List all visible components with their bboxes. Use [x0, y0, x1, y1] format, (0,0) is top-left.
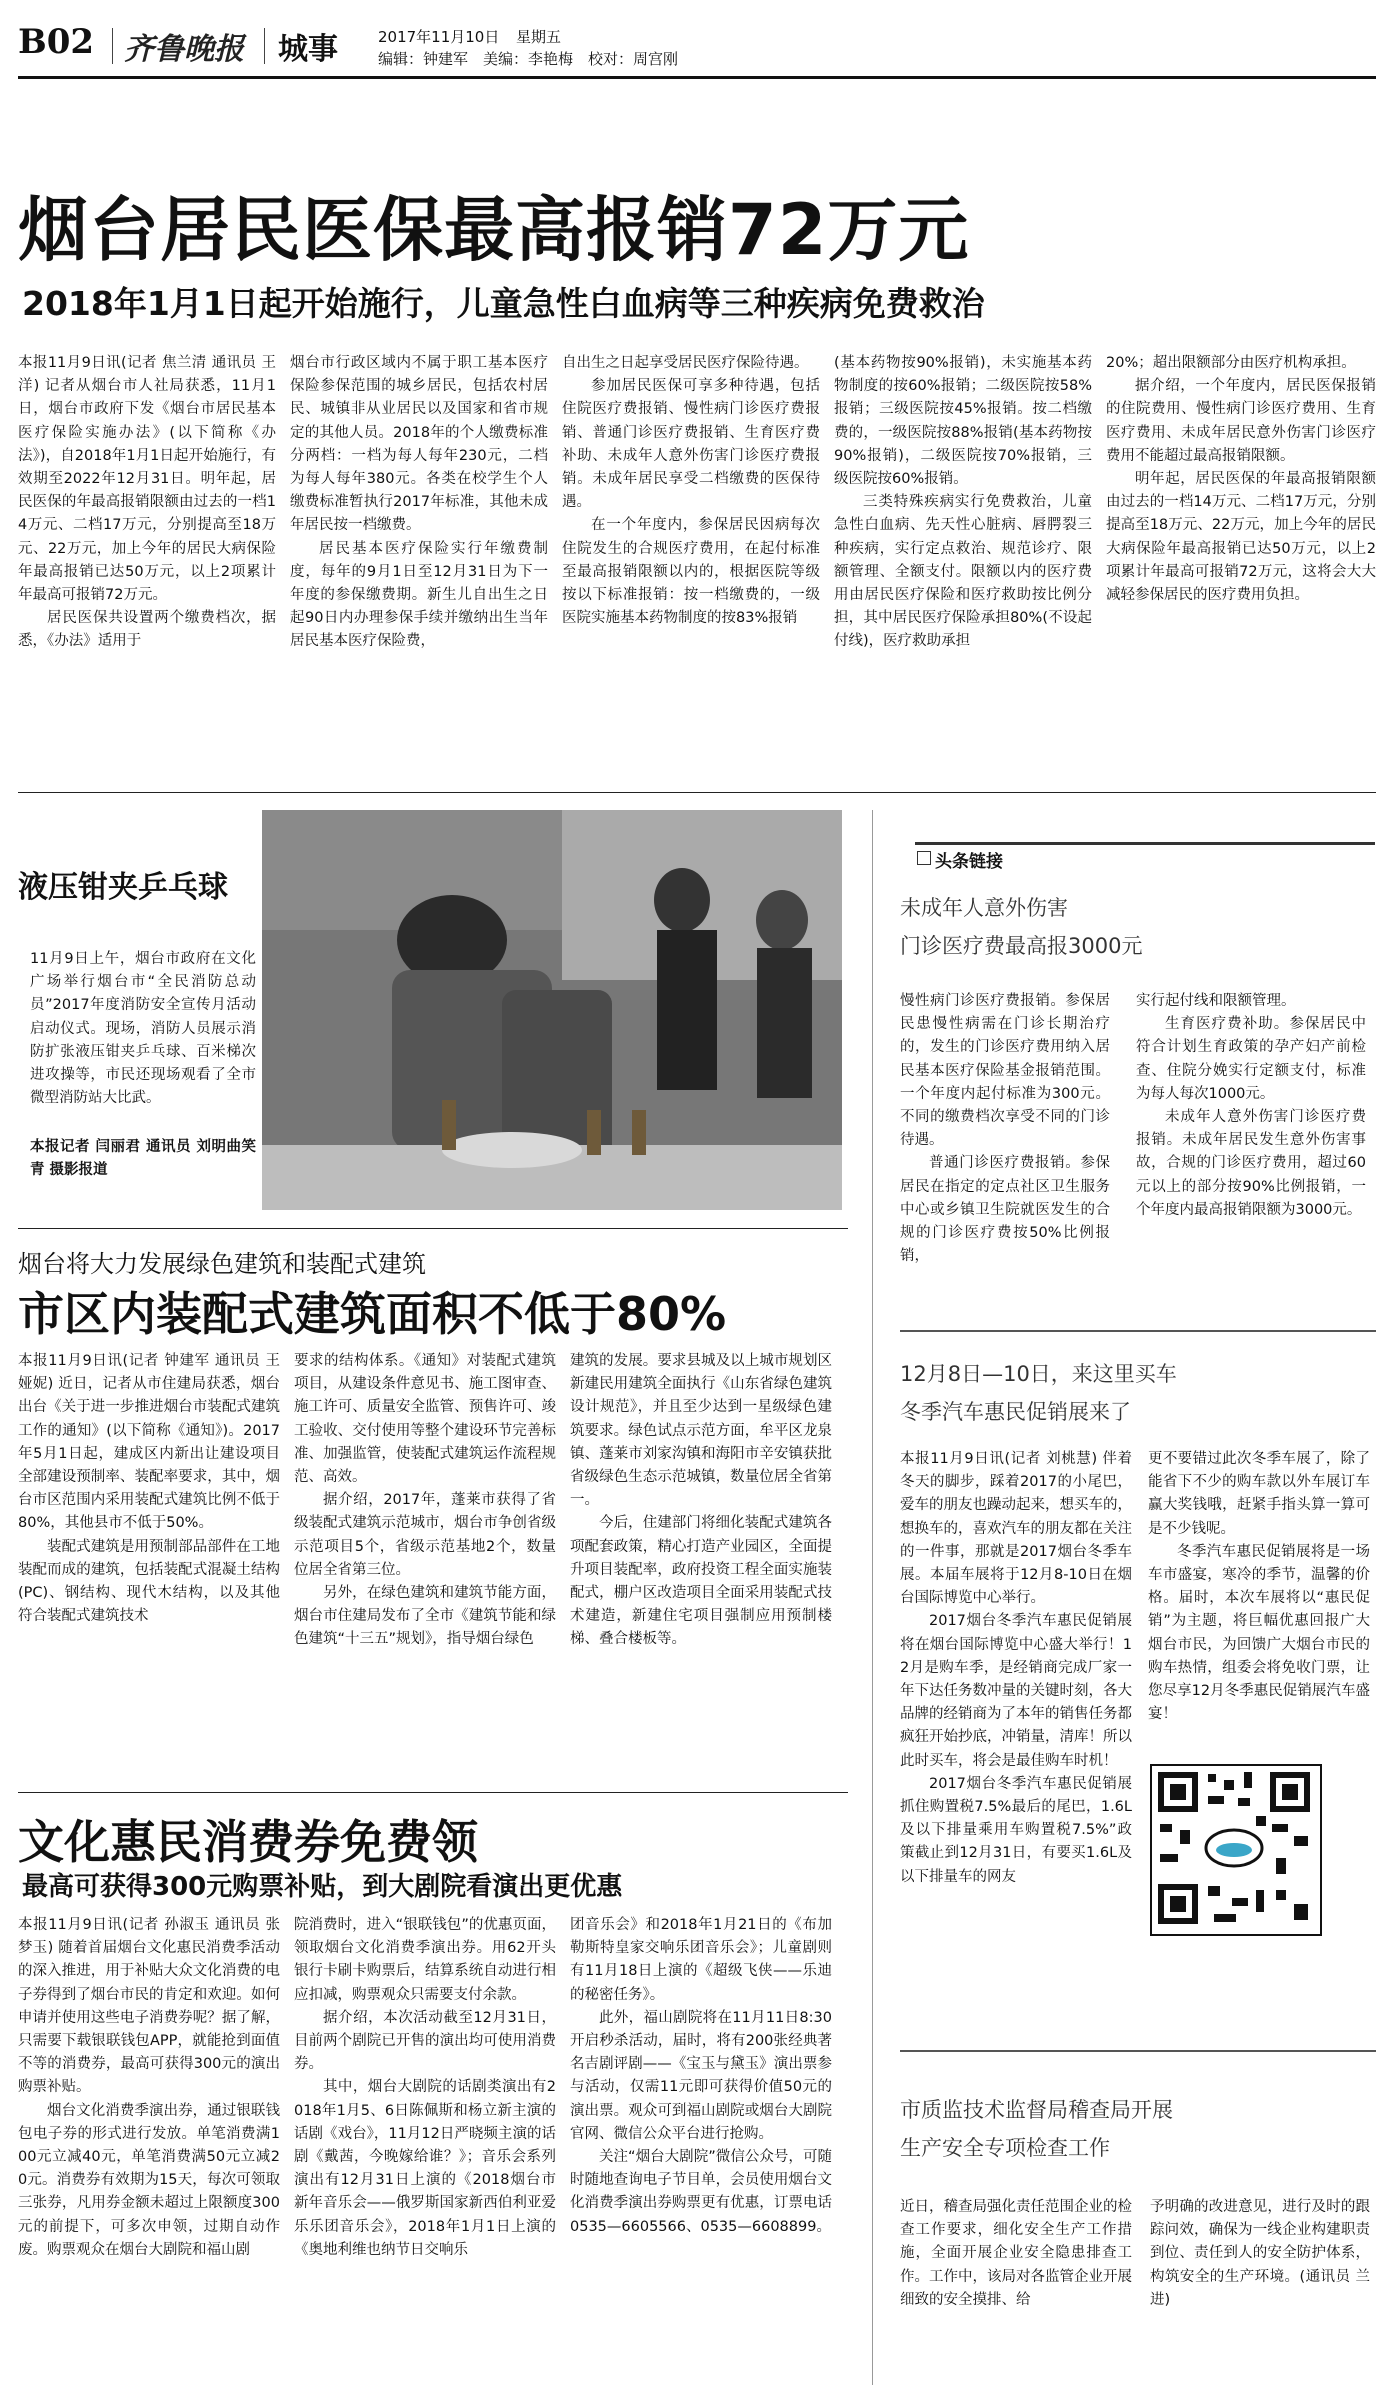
article3-subtitle: 最高可获得300元购票补贴，到大剧院看演出更优惠	[22, 1872, 623, 1902]
sidebar1-tag-label: 头条链接	[935, 852, 1003, 872]
sidebar2-title-line1: 12月8日—10日，来这里买车	[900, 1362, 1177, 1386]
sidebar1-col-2: 实行起付线和限额管理。 生育医疗费补助。参保居民中符合计划生育政策的孕产妇产前检查、住院分娩实行定额支付，标准为每人每次1000元。 未成年人意外伤害门诊医疗费报销。未成年居民发生意外伤害事故，合规的门诊医疗费用，超过60元以上的部分按90%比例报销，一个年度内最高报销限额为3000元。	[1136, 993, 1366, 1218]
article3-col-3: 团音乐会》和2018年1月21日的《布加勒斯特皇家交响乐团音乐会》；儿童剧则有11月18日上演的《超级飞侠——乐迪的秘密任务》。 此外，福山剧院将在11月11日8:30开启秒杀活动，届时，将有200张经典著名吉剧评剧——《宝玉与黛玉》演出票参与活动，仅需11元即可获得价值50元的演出票。观众可到福山剧院或烟台大剧院官网、微信公众平台进行抢购。 关注“烟台大剧院”微信公众号，可随时随地查询电子节目单，会员使用烟台文化消费季演出券购票更有优惠，订票电话0535—6605566、0535—6608899。	[570, 1917, 832, 2235]
article3-col-2: 院消费时，进入“银联钱包”的优惠页面，领取烟台文化消费季演出券。用62开头银行卡刷卡购票后，结算系统自动进行相应扣减，购票观众只需要支付余款。 据介绍，本次活动截至12月31日，目前两个剧院已开售的演出均可使用消费券。 其中，烟台大剧院的话剧类演出有2018年1月5、6日陈佩斯和杨立新主演的话剧《戏台》，11月12日严晓频主演的话剧《戴茜，今晚嫁给谁？》；音乐会系列演出有12月31日上演的《2018烟台市新年音乐会——俄罗斯国家新西伯利亚爱乐乐团音乐会》，2018年1月1日上演的《奥地利维也纳节日交响乐	[294, 1917, 556, 2258]
article2-col-3: 建筑的发展。要求县城及以上城市规划区新建民用建筑全面执行《山东省绿色建筑设计规范》，并且至少达到一星级绿色建筑要求。绿色试点示范方面，牟平区龙泉镇、蓬莱市刘家沟镇和海阳市辛安镇获批省级绿色生态示范城镇，数量位居全省第一。 今后，住建部门将细化装配式建筑各项配套政策，精心打造产业园区，全面提升项目装配率，政府投资工程全面实施装配式，棚户区改造项目全面采用装配式技术建造，新建住宅项目强制应用预制楼梯、叠合楼板等。	[570, 1353, 832, 1648]
article2-title: 市区内装配式建筑面积不低于80%	[18, 1287, 727, 1341]
qr-code-image	[1150, 1764, 1322, 1936]
right-column-divider	[872, 810, 873, 2385]
page-header	[0, 0, 1395, 75]
sidebar3-title-line1: 市质监技术监督局稽查局开展	[900, 2098, 1173, 2122]
photo-story-credit: 本报记者 闫丽君 通讯员 刘明曲笑青 摄影报道	[30, 1139, 256, 1179]
photo-story-caption: 11月9日上午，烟台市政府在文化广场举行烟台市“全民消防总动员”2017年度消防安全宣传月活动启动仪式。现场，消防人员展示消防扩张液压钳夹乒乓球、百米梯次进攻操等，市民还现场观看了全市微型消防站大比武。	[30, 951, 256, 1107]
sidebar2-col-1: 本报11月9日讯(记者 刘桃慧) 伴着冬天的脚步，踩着2017的小尾巴，爱车的朋友也躁动起来，想买车的，想换车的，喜欢汽车的朋友都在关注的一件事，那就是2017烟台冬季车展。本届车展将于12月8-10日在烟台国际博览中心举行。 2017烟台冬季汽车惠民促销展将在烟台国际博览中心盛大举行！12月是购车季，是经销商完成厂家一年下达任务数冲量的关键时刻，各大品牌的经销商为了本年的销售任务都疯狂开始抄底，冲销量，清库！所以此时买车，将会是最佳购车时机！ 2017烟台冬季汽车惠民促销展抓住购置税7.5%最后的尾巴，1.6L及以下排量乘用车购置税7.5%”政策截止到12月31日，有要买1.6L及以下排量车的网友	[900, 1451, 1132, 1885]
sidebar3-col-1: 近日，稽查局强化责任范围企业的检查工作要求，细化安全生产工作措施，全面开展企业安全隐患排查工作。工作中，该局对各监管企业开展细致的安全摸排、给	[900, 2199, 1132, 2308]
sidebar3-title-line2: 生产安全专项检查工作	[900, 2136, 1110, 2160]
article1-col-3: 自出生之日起享受居民医疗保险待遇。 参加居民医保可享多种待遇，包括住院医疗费报销、慢性病门诊医疗费报销、普通门诊医疗费报销、生育医疗费补助、未成年人意外伤害门诊医疗费报销。未成年居民享受二档缴费的医保待遇。 在一个年度内，参保居民因病每次住院发生的合规医疗费用，在起付标准至最高报销限额以内的，根据医院等级按以下标准报销：按一档缴费的，一级医院实施基本药物制度的按83%报销	[562, 355, 820, 627]
photo-bottom-rule	[18, 1228, 848, 1229]
photo-illustration	[262, 810, 842, 1210]
sidebar3-col-2: 予明确的改进意见，进行及时的跟踪问效，确保为一线企业构建职责到位、责任到人的安全防护体系，构筑安全的生产环境。(通讯员 兰进)	[1150, 2199, 1370, 2308]
article1-col-4: (基本药物按90%报销)，未实施基本药物制度的按60%报销；二级医院按58%报销；三级医院按45%报销。按二档缴费的，一级医院按88%报销(基本药物按90%报销)，二级医院按70%报销，三级医院按60%报销。 三类特殊疾病实行免费救治，儿童急性白血病、先天性心脏病、唇腭裂三种疾病，实行定点救治、规范诊疗、限额管理、全额支付。限额以内的医疗费用由居民医疗保险和医疗救助按比例分担，其中居民医疗保险承担80%(不设起付线)，医疗救助承担	[834, 355, 1092, 650]
news-photo-firefighters	[262, 810, 842, 1210]
header-rule	[18, 76, 1376, 79]
article2-col-1: 本报11月9日讯(记者 钟建军 通讯员 王娅妮) 近日，记者从市住建局获悉，烟台出台《关于进一步推进烟台市装配式建筑工作的通知》(以下简称《通知》)。2017年5月1日起，建成区内新出让建设项目全部建设预制率、装配率要求，其中，烟台市区范围内采用装配式建筑比例不低于80%，其他县市不低于50%。 装配式建筑是用预制部品部件在工地装配而成的建筑，包括装配式混凝土结构(PC)、钢结构、现代木结构，以及其他符合装配式建筑技术	[18, 1353, 280, 1625]
issue-weekday: 星期五	[516, 28, 562, 46]
page-number: B02	[18, 22, 95, 62]
tag-box-icon	[917, 851, 931, 865]
qr-pattern	[1152, 1766, 1316, 1930]
article2-col-2: 要求的结构体系。《通知》对装配式建筑项目，从建设条件意见书、施工图审查、施工许可、质量安全监管、预售许可、竣工验收、交付使用等整个建设环节完善标准、加强监管，使装配式建筑运作流程规范、高效。 据介绍，2017年，蓬莱市获得了省级装配式建筑示范城市，烟台市争创省级示范项目5个，省级示范基地2个，数量位居全省第三位。 另外，在绿色建筑和建筑节能方面，烟台市住建局发布了全市《建筑节能和绿色建筑“十三五”规划》，指导烟台绿色	[294, 1353, 556, 1648]
sidebar1-title-line1: 未成年人意外伤害	[900, 896, 1068, 920]
issue-date: 2017年11月10日	[378, 28, 500, 46]
article1-col-1: 本报11月9日讯(记者 焦兰清 通讯员 王洋) 记者从烟台市人社局获悉，11月1日，烟台市政府下发《烟台市居民基本医疗保险实施办法》(以下简称《办法》)，自2018年1月1日起开始施行，有效期至2022年12月31日。明年起，居民医保的年最高报销限额由过去的一档14万元、二档17万元，分别提高至18万元、22万元，加上今年的居民大病保险年最高报销已达50万元，以上2项累计年最高可报销72万元。 居民医保共设置两个缴费档次，据悉，《办法》适用于	[18, 355, 276, 650]
photo-story-title: 液压钳夹乒乓球	[18, 870, 228, 905]
sidebar1-tag	[915, 842, 1375, 870]
paper-logo: 齐鲁晚报	[124, 32, 244, 67]
article1-title: 烟台居民医保最高报销72万元	[18, 189, 970, 271]
article2-kicker: 烟台将大力发展绿色建筑和装配式建筑	[18, 1250, 426, 1278]
article2-bottom-rule	[18, 1792, 848, 1793]
section-name: 城事	[278, 32, 338, 67]
article3-title: 文化惠民消费券免费领	[18, 1815, 478, 1869]
editor-credits: 编辑：钟建军 美编：李艳梅 校对：周宫刚	[378, 50, 679, 68]
sidebar2-col-2: 更不要错过此次冬季车展了，除了能省下不少的购车款以外车展订车赢大奖钱哦，赶紧手指头算一算可是不少钱呢。 冬季汽车惠民促销展将是一场车市盛宴，寒冷的季节，温馨的价格。届时，本次车展将以“惠民促销”为主题，将巨幅优惠回报广大烟台市民，为回馈广大烟台市民的购车热情，组委会将免收门票，让您尽享12月冬季惠民促销展汽车盛宴！	[1148, 1451, 1370, 1723]
article3-col-1: 本报11月9日讯(记者 孙淑玉 通讯员 张梦玉) 随着首届烟台文化惠民消费季活动的深入推进，用于补贴大众文化消费的电子券得到了烟台市民的肯定和欢迎。如何申请并使用这些电子消费券呢？据了解，只需要下载银联钱包APP，就能抢到面值不等的消费券，最高可获得300元的演出购票补贴。 烟台文化消费季演出券，通过银联钱包电子券的形式进行发放。单笔消费满100元立减40元，单笔消费满50元立减20元。消费券有效期为15天，每次可领取三张券，凡用券金额未超过上限额度300元的前提下，可多次申领，过期自动作废。购票观众在烟台大剧院和福山剧	[18, 1917, 280, 2258]
article1-bottom-rule	[18, 792, 1376, 793]
sidebar1-title-line2: 门诊医疗费最高报3000元	[900, 934, 1143, 958]
sidebar2-bottom-rule	[900, 2050, 1376, 2052]
article1-col-2: 烟台市行政区域内不属于职工基本医疗保险参保范围的城乡居民，包括农村居民、城镇非从业居民以及国家和省市规定的其他人员。2018年的个人缴费标准分两档：一档为每人每年230元，二档为每人每年380元。各类在校学生个人缴费标准暂执行2017年标准，其他未成年居民按一档缴费。 居民基本医疗保险实行年缴费制度，每年的9月1日至12月31日为下一年度的参保缴费期。新生儿自出生之日起90日内办理参保手续并缴纳出生当年居民基本医疗保险费，	[290, 355, 548, 650]
sidebar1-bottom-rule	[900, 1330, 1376, 1332]
article1-subtitle: 2018年1月1日起开始施行，儿童急性白血病等三种疾病免费救治	[22, 284, 985, 323]
sidebar2-title-line2: 冬季汽车惠民促销展来了	[900, 1400, 1131, 1424]
sidebar1-col-1: 慢性病门诊医疗费报销。参保居民患慢性病需在门诊长期治疗的，发生的门诊医疗费用纳入居民基本医疗保险基金报销范围。一个年度内起付标准为300元。不同的缴费档次享受不同的门诊待遇。 普通门诊医疗费报销。参保居民在指定的定点社区卫生服务中心或乡镇卫生院就医发生的合规的门诊医疗费按50%比例报销，	[900, 993, 1110, 1265]
header-divider-2	[264, 28, 265, 64]
article1-col-5: 20%；超出限额部分由医疗机构承担。 据介绍，一个年度内，居民医保报销的住院费用、慢性病门诊医疗费用、生育医疗费用、未成年居民意外伤害门诊医疗费用不能超过最高报销限额。 明年起，居民医保的年最高报销限额由过去的一档14万元、二档17万元，分别提高至18万元、22万元，加上今年的居民大病保险年最高报销已达50万元，以上2项累计年最高可报销72万元，这将会大大减轻参保居民的医疗费用负担。	[1106, 355, 1376, 604]
header-divider	[112, 28, 113, 64]
